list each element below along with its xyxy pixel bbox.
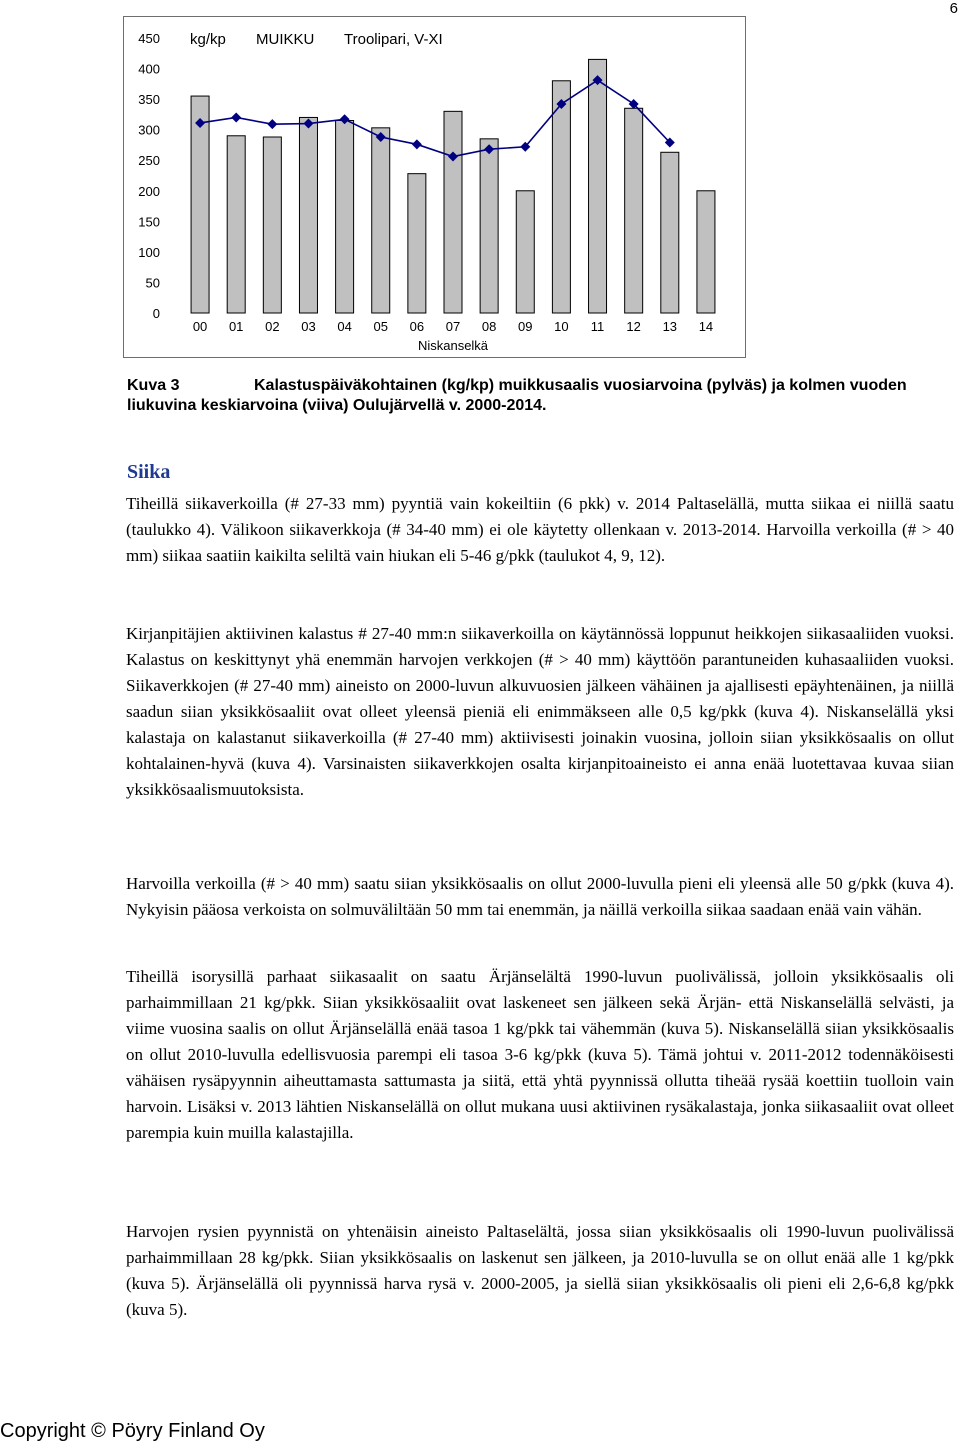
x-tick-label: 02 [265,319,280,334]
paragraph-1: Tiheillä siikaverkoilla (# 27-33 mm) pyyntiä vain kokeiltiin (6 pkk) v. 2014 Paltaselällä, mutta siikaa ei niillä saatu (taulukko 4). Välikoon siikaverkkoja (# 34-40 mm) ei ole käytetty ollenkaan v. 2013-2014. Harvoilla verkoilla (# > 40 mm) siikaa saatiin kaikilta seliltä vain hiukan eli 5-46 g/pkk (taulukot 4, 9, 12). [126,494,954,565]
x-tick-label: 04 [337,319,352,334]
bar [444,111,462,313]
x-tick-label: 13 [662,319,678,334]
y-tick-label: 350 [138,92,160,108]
bar [263,137,281,313]
line-marker [412,139,422,149]
x-tick-label: 09 [518,319,533,334]
paragraph-3: Harvoilla verkoilla (# > 40 mm) saatu siian yksikkösaalis on ollut 2000-luvulla pieni eli yleensä alle 50 g/pkk (kuva 4). Nykyisin pääosa verkoista on solmuväliltään 50 mm tai enemmän, ja näillä verkoilla siikaa saadaan enää vain vähän. [126,874,954,919]
y-tick-label: 250 [138,153,160,169]
section-heading: Siika [127,461,171,483]
x-tick-label: 11 [590,319,605,334]
paragraph-2: Kirjanpitäjien aktiivinen kalastus # 27-40 mm:n siikaverkoilla on käytännössä loppunut heikkojen siikasaaliiden vuoksi. Kalastus on keskittynyt yhä enemmän harvojen verkkojen (# > 40 mm) käyttöön parantuneiden kuhasaaliiden vuoksi. Siikaverkkojen (# 27-40 mm) aineisto on 2000-luvun alkuvuosien jälkeen vähäinen ja ajallisesti epäyhtenäinen, ja niillä saadun siian yksikkösaaliit ovat olleet yleensä pieniä eli enimmäkseen alle 0,5 kg/pkk (kuva 4). Niskanselällä yksi kalastaja on kalastanut siikaverkoilla (# 27-40 mm) aktiivisesti joinakin vuosina, jolloin siian yksikkösaalis on ollut kohtalainen-hyvä (kuva 4). Varsinaisten siikaverkkojen osalta kirjanpitoaineisto ei anna enää luotettavaa kuvaa siian yksikkösaalismuutoksista. [126,624,954,799]
bar [697,191,715,313]
x-tick-label: 00 [192,319,208,334]
x-tick-label: 10 [554,319,569,334]
x-tick-label: 07 [445,319,461,334]
y-tick-label: 300 [138,122,160,138]
y-tick-label: 100 [138,244,160,260]
bar [408,174,426,313]
x-tick-label: 01 [228,319,244,334]
bar [372,128,390,313]
bar [625,108,643,313]
y-tick-label: 200 [138,183,160,199]
bar [552,81,570,313]
page-number: 6 [949,0,958,17]
y-tick-label: 400 [138,61,160,77]
y-tick-label: 450 [138,31,160,46]
bar [191,96,209,313]
y-axis-label: kg/kp [190,31,226,48]
x-tick-label: 03 [301,319,316,334]
y-tick-label: 150 [138,214,160,230]
chart-title: MUIKKU [256,31,315,48]
caption-text: Kalastuspäiväkohtainen (kg/kp) muikkusaalis vuosiarvoina (pylväs) ja kolmen vuoden liukuvina keskiarvoina (viiva) Oulujärvellä v. 2000-2014. [127,377,907,414]
x-tick-label: 06 [409,319,425,334]
bar [589,59,607,313]
copyright-footer: Copyright © Pöyry Finland Oy [0,1420,265,1442]
line-marker [267,119,277,129]
bar [480,139,498,313]
bar [516,191,534,313]
bar [336,121,354,314]
x-axis-label: Niskanselkä [417,338,489,353]
bar [227,136,245,313]
line-marker [231,112,241,122]
figure-caption [127,376,927,416]
y-tick-label: 50 [145,275,160,291]
paragraph-5: Harvojen rysien pyynnistä on yhtenäisin aineisto Paltaselältä, jossa siian yksikkösaalis oli 1990-luvun puolivälissä parhaimmillaan 28 kg/pkk. Siian yksikkösaalis on laskenut sen jälkeen, ja 2010-luvulla se on ollut enää alle 1 kg/pkk (kuva 5). Ärjänselällä oli pyynnissä harva rysä v. 2000-2005, ja siellä siian yksikkösaalis oli pieni eli 2,6-6,8 kg/pkk (kuva 5). [126,1222,954,1319]
caption-label: Kuva 3 [127,377,180,394]
chart-svg [124,17,745,357]
x-tick-label: 12 [626,319,641,334]
x-tick-label: 05 [373,319,388,334]
x-tick-label: 14 [698,319,714,334]
y-tick-label: 0 [152,306,160,321]
paragraph-4: Tiheillä isorysillä parhaat siikasaalit on saatu Ärjänselältä 1990-luvun puolivälissä, jolloin yksikkösaalis oli parhaimmillaan 21 kg/pkk. Siian yksikkösaaliit ovat laskeneet sen jälkeen sekä Ärjän- että Niskanselällä selvästi, ja viime vuosina saalis on ollut Ärjänselällä enää tasoa 1 kg/pkk tai vähemmän (kuva 5). Niskanselällä siian yksikkösaalis on ollut 2010-luvulla edellisvuosia parempi eli tasoa 3-6 kg/pkk (kuva 5). Tämä johtui v. 2011-2012 todennäköisesti vähäisen rysäpyynnin aiheuttamasta sattumasta ja siitä, että yhtä pyynnissä ollutta tiheää rysää koettiin tuolloin vain harvoin. Lisäksi v. 2013 lähtien Niskanselällä on ollut mukana uusi aktiivinen rysäkalastaja, jonka siikasaaliit ovat olleet parempia kuin muilla kalastajilla. [126,967,954,1142]
bar [661,152,679,313]
x-tick-label: 08 [481,319,497,334]
bar [299,117,317,313]
chart-subtitle: Troolipari, V-XI [344,31,443,48]
bar-line-chart [123,16,746,358]
